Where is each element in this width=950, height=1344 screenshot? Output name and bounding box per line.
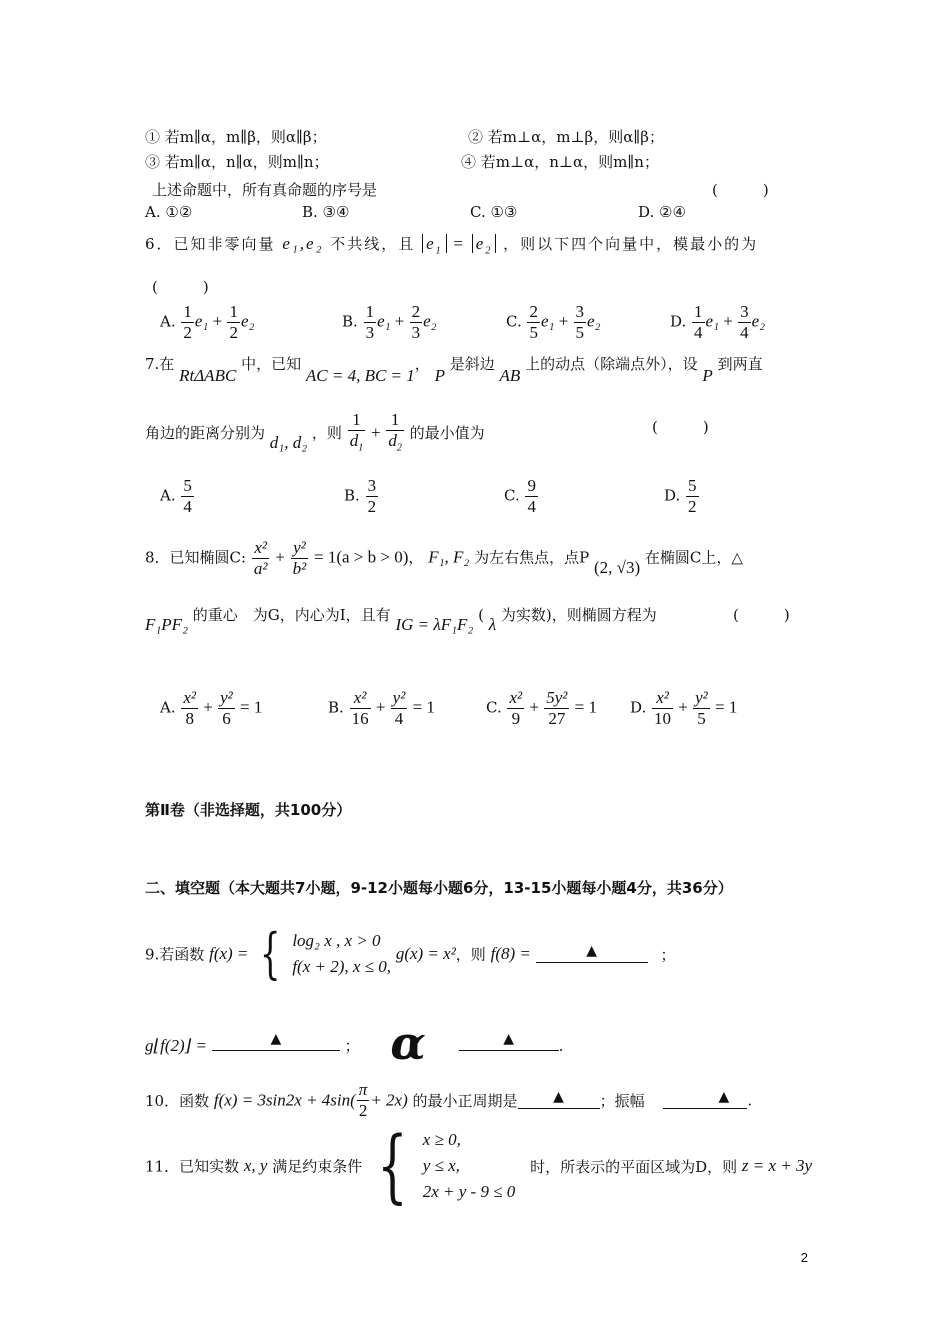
q8-option: B. $\frac{\text{x²}}{16}$ + $\frac{\text{y²}}{4}$ = 1 [328, 688, 435, 728]
q7-option: D. $\frac{5}{2}$ [664, 476, 697, 516]
q5-option-a: A. ①② [145, 203, 193, 221]
q7-option: C. $\frac{9}{4}$ [504, 476, 536, 516]
q6-norm-e2: $e_2$ [472, 234, 497, 253]
q8-point: (2, √3) [593, 557, 641, 577]
q5-option-b: B. ③④ [302, 203, 350, 221]
q8-foci: F₁, F₂ [428, 547, 470, 567]
q5-paren: ( ) [712, 181, 769, 199]
q6-option: D. $\frac{1}{4}$ e₁ + $\frac{3}{4}$ e₂ [670, 302, 766, 342]
q9-cases: log₂ x , x > 0 f(x + 2), x ≤ 0, [292, 931, 392, 976]
fraction: $\frac{2}{5}$ [529, 302, 538, 342]
q5-option-c: C. ①③ [470, 203, 518, 221]
q7-line2: 角边的距离分别为 d₁, d₂ ，则 $\frac{1}{d_1}$ + $\frac{1}{d_2}$ 的最小值为 [145, 410, 485, 458]
fraction: $\frac{\text{x²}}{10}$ [654, 688, 672, 728]
fraction: $\frac{1}{4}$ [694, 302, 703, 342]
section-title: 第Ⅱ卷（非选择题，共100分） [145, 801, 352, 819]
fill-in-heading: 二、填空题（本大题共7小题，9-12小题每小题6分，13-15小题每小题4分，共36分） [145, 879, 733, 897]
q8-vector: IG = λF₁F₂ [395, 615, 474, 634]
q9-stem: 9.若函数 f(x) = { log₂ x , x > 0 f(x + 2), x ≤ 0, g(x) = x²，则 f(8) = ▲ ； [145, 922, 676, 985]
q8-option: A. $\frac{\text{x²}}{8}$ + $\frac{\text{y²}}{6}$ = 1 [160, 688, 263, 728]
answer-blank[interactable] [212, 1031, 340, 1051]
q8-paren: ( ) [733, 606, 790, 624]
q8-option: C. $\frac{\text{x²}}{9}$ + $\frac{\text{5y²}}{27}$ = 1 [486, 688, 597, 728]
answer-blank[interactable] [536, 942, 648, 963]
q7-option: A. $\frac{5}{4}$ [160, 476, 192, 516]
triangle-marker-icon: ▲ [553, 1089, 564, 1105]
q8-line2: F₁PF₂ 的重心 为G，内心为I，且有 IG = λF₁F₂ ( λ 为实数)，则椭圆方程为 [145, 606, 657, 634]
q6-vectors: e₁,e₂ [282, 234, 324, 253]
fraction: $\frac{2}{3}$ [411, 302, 421, 342]
fraction: $\frac{1}{2}$ [183, 302, 192, 342]
q7-paren: ( ) [652, 418, 709, 436]
q7-frac1: $\frac{1}{d_1}$ [349, 410, 364, 454]
q6-paren: ( ) [152, 278, 209, 296]
q5-stem: 上述命题中，所有真命题的序号是 [152, 181, 378, 199]
answer-blank[interactable] [518, 1089, 600, 1109]
q8-stem: 8．已知椭圆C: $\frac{\text{x²}}{\text{a²}}$ + $\frac{\text{y²}}{\text{b²}}$ = 1(a > b > 0)， F₁, F₂ 为左右焦点，点P (2, √3) 在椭圆C上，△ [145, 538, 743, 578]
q9-g: g(x) = x² [395, 944, 456, 963]
q7-stem: 7.在 RtΔABC 中，已知 AC = 4, BC = 1， P 是斜边 AB 上的动点（除端点外），设 P 到两直 [145, 355, 763, 385]
fraction: $\frac{\text{y²}}{6}$ [220, 688, 233, 728]
q7-frac2: $\frac{1}{d_2}$ [388, 410, 402, 454]
q7-triangle: RtΔABC [179, 366, 237, 385]
answer-blank[interactable] [459, 1031, 559, 1051]
q5-prop3: ③ 若m∥α，n∥α，则m∥n； [145, 153, 329, 171]
fraction: $\frac{\text{5y²}}{27}$ [546, 688, 568, 728]
q9-line2: g⌊f(2)⌋ = ▲ ； α ▲ . [145, 1016, 564, 1070]
q5-prop1: ① 若m∥α，m∥β，则α∥β； [145, 128, 327, 146]
fraction: $\frac{\text{y²}}{5}$ [695, 688, 708, 728]
fraction: $\frac{3}{5}$ [575, 302, 585, 342]
q6-option: C. $\frac{2}{5}$ e₁ + $\frac{3}{5}$ e₂ [506, 302, 601, 342]
triangle-marker-icon: ▲ [586, 942, 598, 959]
q7-condition: AC = 4, BC = 1 [305, 366, 415, 385]
fraction: $\frac{\text{y²}}{4}$ [392, 688, 406, 728]
q11-objective: z = x + 3y [741, 1156, 813, 1175]
fraction: $\frac{3}{2}$ [367, 476, 377, 516]
answer-blank[interactable] [663, 1089, 747, 1109]
q8-option: D. $\frac{\text{x²}}{10}$ + $\frac{\text{y²}}{5}$ = 1 [630, 688, 738, 728]
q7-option: B. $\frac{3}{2}$ [344, 476, 377, 516]
page-number: 2 [800, 1250, 808, 1265]
q5-prop4: ④ 若m⊥α，n⊥α，则m∥n； [461, 153, 659, 171]
q5-prop2: ② 若m⊥α，m⊥β，则α∥β； [468, 128, 664, 146]
fraction: $\frac{\text{x²}}{9}$ [509, 688, 523, 728]
triangle-marker-icon: ▲ [718, 1089, 730, 1105]
fraction: $\frac{5}{2}$ [688, 476, 697, 516]
fraction: $\frac{1}{2}$ [229, 302, 238, 342]
fraction: $\frac{\text{x²}}{16}$ [351, 688, 369, 728]
q11-constraints: x ≥ 0, y ≤ x, 2x + y - 9 ≤ 0 [422, 1130, 516, 1201]
triangle-marker-icon: ▲ [270, 1031, 282, 1047]
q6-option: B. $\frac{1}{3}$ e₁ + $\frac{2}{3}$ e₂ [342, 302, 437, 342]
alpha-symbol: α [390, 1016, 426, 1070]
fraction: $\frac{1}{3}$ [365, 302, 375, 342]
triangle-marker-icon: ▲ [503, 1031, 514, 1047]
q6-stem: 6．已知非零向量 e₁,e₂ 不共线，且 $e_1 = e_2$ ，则以下四个向量中，模最小的为 [145, 234, 759, 257]
q11-stem: 11．已知实数 x, y 满足约束条件 { x ≥ 0, y ≤ x, 2x + y - 9 ≤ 0 时，所表示的平面区域为D，则 z = x + 3y [145, 1119, 813, 1212]
q6-norm-e1: $e_1$ [422, 234, 447, 253]
q5-option-d: D. ②④ [638, 203, 686, 221]
fraction: $\frac{3}{4}$ [740, 302, 749, 342]
fraction: $\frac{5}{4}$ [183, 476, 192, 516]
q10-stem: 10．函数 f(x) = 3sin2x + 4sin( $\frac{\pi}{2}$ + 2x) 的最小正周期是 ▲ ；振幅 ▲ . [145, 1080, 753, 1120]
fraction: $\frac{\text{x²}}{8}$ [183, 688, 197, 728]
q6-option: A. $\frac{1}{2}$ e₁ + $\frac{1}{2}$ e₂ [160, 302, 255, 342]
fraction: $\frac{9}{4}$ [527, 476, 536, 516]
